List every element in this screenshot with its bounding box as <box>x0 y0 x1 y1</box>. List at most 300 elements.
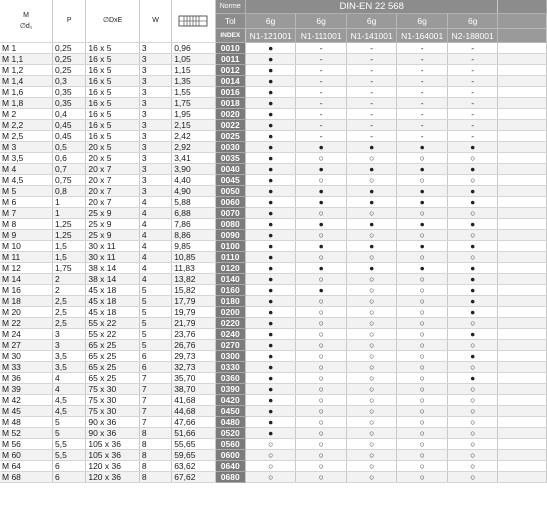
row-filler <box>498 340 547 351</box>
pitch-diameter-cell: 13,82 <box>172 274 215 285</box>
pitch-cell: 0,6 <box>53 153 86 164</box>
availability-cell: ○ <box>296 428 347 439</box>
availability-cell: ● <box>245 219 296 230</box>
availability-cell: ● <box>245 43 296 54</box>
table-row <box>0 241 547 252</box>
pitch-cell: 1,5 <box>53 252 86 263</box>
dxe-cell: 30 x 11 <box>86 241 140 252</box>
row-filler <box>498 373 547 384</box>
availability-cell: - <box>296 120 347 131</box>
availability-cell: - <box>346 76 397 87</box>
availability-cell: ● <box>447 274 498 285</box>
table-row <box>0 98 547 109</box>
table-row <box>0 417 547 428</box>
availability-cell: ○ <box>346 428 397 439</box>
availability-cell: ● <box>447 351 498 362</box>
availability-cell: ● <box>245 329 296 340</box>
table-row <box>0 54 547 65</box>
availability-cell: ● <box>245 98 296 109</box>
pitch-diameter-cell: 10,85 <box>172 252 215 263</box>
thread-size-cell: M 52 <box>0 428 53 439</box>
table-row <box>0 65 547 76</box>
availability-cell: ○ <box>447 384 498 395</box>
w-cell: 6 <box>139 351 171 362</box>
availability-cell: ○ <box>447 428 498 439</box>
row-filler <box>498 142 547 153</box>
availability-cell: ○ <box>397 296 448 307</box>
thread-size-cell: M 56 <box>0 439 53 450</box>
availability-cell: ○ <box>346 472 397 483</box>
pitch-diameter-cell: 26,76 <box>172 340 215 351</box>
w-cell: 3 <box>139 54 171 65</box>
availability-cell: ○ <box>397 252 448 263</box>
availability-cell: ● <box>397 263 448 274</box>
dxe-cell: 16 x 5 <box>86 65 140 76</box>
row-filler <box>498 406 547 417</box>
pitch-diameter-cell: 19,79 <box>172 307 215 318</box>
dxe-cell: 65 x 25 <box>86 340 140 351</box>
thread-size-cell: M 48 <box>0 417 53 428</box>
index-cell: 0030 <box>215 142 245 153</box>
pitch-cell: 5,5 <box>53 450 86 461</box>
availability-cell: ● <box>397 164 448 175</box>
table-row <box>0 340 547 351</box>
availability-cell: - <box>447 87 498 98</box>
pitch-cell: 2,5 <box>53 318 86 329</box>
table-row <box>0 285 547 296</box>
availability-cell: ● <box>296 164 347 175</box>
availability-cell: ● <box>346 142 397 153</box>
row-filler <box>498 307 547 318</box>
table-row <box>0 76 547 87</box>
table-row <box>0 197 547 208</box>
availability-cell: - <box>346 43 397 54</box>
w-cell: 4 <box>139 219 171 230</box>
availability-cell: - <box>447 98 498 109</box>
availability-cell: ● <box>447 142 498 153</box>
index-cell: 0014 <box>215 76 245 87</box>
availability-cell: ● <box>245 241 296 252</box>
w-cell: 3 <box>139 43 171 54</box>
header-filler-2 <box>498 14 547 29</box>
thread-size-cell: M 4 <box>0 164 53 175</box>
pitch-diameter-cell: 17,79 <box>172 296 215 307</box>
row-filler <box>498 461 547 472</box>
w-cell: 8 <box>139 450 171 461</box>
table-row <box>0 43 547 54</box>
index-cell: 0640 <box>215 461 245 472</box>
availability-cell: ● <box>296 241 347 252</box>
pitch-diameter-cell: 4,90 <box>172 186 215 197</box>
pitch-cell: 0,5 <box>53 142 86 153</box>
w-cell: 8 <box>139 428 171 439</box>
pitch-diameter-cell: 32,73 <box>172 362 215 373</box>
availability-cell: - <box>447 131 498 142</box>
table-row <box>0 131 547 142</box>
availability-cell: ● <box>397 142 448 153</box>
availability-cell: ● <box>245 186 296 197</box>
thread-size-cell: M 39 <box>0 384 53 395</box>
thread-size-cell: M 1,6 <box>0 87 53 98</box>
pitch-diameter-cell: 1,05 <box>172 54 215 65</box>
availability-cell: ○ <box>447 252 498 263</box>
index-cell: 0330 <box>215 362 245 373</box>
availability-cell: ○ <box>296 472 347 483</box>
row-filler <box>498 351 547 362</box>
row-filler <box>498 120 547 131</box>
index-cell: 0100 <box>215 241 245 252</box>
tolerance-label: Tol <box>215 14 245 29</box>
availability-cell: ● <box>245 362 296 373</box>
dxe-cell: 20 x 7 <box>86 197 140 208</box>
availability-cell: - <box>447 65 498 76</box>
availability-cell: ● <box>397 241 448 252</box>
table-row <box>0 153 547 164</box>
w-cell: 5 <box>139 329 171 340</box>
availability-cell: ○ <box>397 274 448 285</box>
pitch-diameter-cell: 4,40 <box>172 175 215 186</box>
pitch-cell: 6 <box>53 472 86 483</box>
pitch-cell: 4 <box>53 384 86 395</box>
table-row <box>0 230 547 241</box>
dxe-cell: 45 x 18 <box>86 285 140 296</box>
availability-cell: - <box>397 98 448 109</box>
index-cell: 0022 <box>215 120 245 131</box>
availability-cell: ○ <box>296 384 347 395</box>
w-cell: 3 <box>139 131 171 142</box>
w-cell: 5 <box>139 307 171 318</box>
availability-cell: ○ <box>397 285 448 296</box>
availability-cell: ○ <box>397 329 448 340</box>
dxe-cell: 65 x 25 <box>86 362 140 373</box>
w-cell: 3 <box>139 186 171 197</box>
availability-cell: ● <box>296 186 347 197</box>
pitch-cell: 4,5 <box>53 395 86 406</box>
pitch-diameter-cell: 55,65 <box>172 439 215 450</box>
dxe-cell: 55 x 22 <box>86 318 140 329</box>
dxe-cell: 16 x 5 <box>86 120 140 131</box>
w-cell: 3 <box>139 109 171 120</box>
table-row <box>0 373 547 384</box>
availability-cell: ● <box>245 351 296 362</box>
pitch-cell: 0,45 <box>53 131 86 142</box>
availability-cell: - <box>397 109 448 120</box>
availability-cell: ● <box>245 274 296 285</box>
availability-cell: ○ <box>296 461 347 472</box>
pitch-cell: 5 <box>53 428 86 439</box>
column-header-m-line2: ∅d₁ <box>19 23 33 30</box>
thread-size-cell: M 60 <box>0 450 53 461</box>
availability-cell: - <box>296 98 347 109</box>
pitch-diameter-cell: 23,76 <box>172 329 215 340</box>
availability-cell: ● <box>245 164 296 175</box>
thread-size-cell: M 6 <box>0 197 53 208</box>
dxe-cell: 45 x 18 <box>86 296 140 307</box>
availability-cell: ○ <box>447 318 498 329</box>
availability-cell: ● <box>447 296 498 307</box>
availability-cell: ● <box>397 197 448 208</box>
table-body <box>0 43 547 483</box>
availability-cell: ● <box>447 329 498 340</box>
pitch-diameter-cell: 1,15 <box>172 65 215 76</box>
table-row <box>0 450 547 461</box>
index-cell: 0120 <box>215 263 245 274</box>
availability-cell: - <box>397 87 448 98</box>
availability-cell: ○ <box>346 285 397 296</box>
availability-cell: ○ <box>346 175 397 186</box>
w-cell: 3 <box>139 76 171 87</box>
column-header-m-line1: M <box>23 12 29 19</box>
w-cell: 8 <box>139 439 171 450</box>
norm-label: Norme <box>215 0 245 14</box>
thread-size-cell: M 12 <box>0 263 53 274</box>
availability-cell: ● <box>245 208 296 219</box>
dxe-cell: 25 x 9 <box>86 230 140 241</box>
availability-cell: ○ <box>447 208 498 219</box>
availability-cell: ● <box>296 263 347 274</box>
availability-cell: ● <box>346 219 397 230</box>
availability-cell: ○ <box>346 384 397 395</box>
index-cell: 0060 <box>215 197 245 208</box>
index-cell: 0045 <box>215 175 245 186</box>
thread-size-cell: M 14 <box>0 274 53 285</box>
availability-cell: - <box>346 120 397 131</box>
availability-cell: ● <box>447 219 498 230</box>
thread-size-cell: M 1,1 <box>0 54 53 65</box>
pitch-cell: 3,5 <box>53 351 86 362</box>
availability-cell: ○ <box>447 230 498 241</box>
table-row <box>0 274 547 285</box>
availability-cell: ○ <box>397 208 448 219</box>
pitch-cell: 0,8 <box>53 186 86 197</box>
index-cell: 0600 <box>215 450 245 461</box>
w-cell: 3 <box>139 153 171 164</box>
thread-size-cell: M 1,2 <box>0 65 53 76</box>
index-cell: 0420 <box>215 395 245 406</box>
availability-cell: ○ <box>346 307 397 318</box>
thread-size-cell: M 24 <box>0 329 53 340</box>
thread-size-cell: M 18 <box>0 296 53 307</box>
dxe-cell: 120 x 36 <box>86 472 140 483</box>
tolerance-1: 6g <box>245 14 296 29</box>
dxe-cell: 20 x 7 <box>86 175 140 186</box>
row-filler <box>498 186 547 197</box>
pitch-cell: 0,35 <box>53 98 86 109</box>
availability-cell: ○ <box>447 175 498 186</box>
column-header-pitch: P <box>53 0 86 43</box>
table-row <box>0 318 547 329</box>
table-row <box>0 186 547 197</box>
availability-cell: - <box>346 131 397 142</box>
availability-cell: ● <box>245 252 296 263</box>
pitch-cell: 1 <box>53 197 86 208</box>
standard-title: DIN-EN 22 568 <box>245 0 498 14</box>
index-cell: 0020 <box>215 109 245 120</box>
dxe-cell: 20 x 5 <box>86 142 140 153</box>
pitch-cell: 0,4 <box>53 109 86 120</box>
pitch-cell: 1,5 <box>53 241 86 252</box>
availability-cell: ○ <box>296 351 347 362</box>
row-filler <box>498 472 547 483</box>
pitch-cell: 2 <box>53 274 86 285</box>
availability-cell: - <box>397 65 448 76</box>
index-cell: 0016 <box>215 87 245 98</box>
pitch-cell: 0,25 <box>53 43 86 54</box>
article-5: N2-188001 <box>447 29 498 43</box>
pitch-cell: 4,5 <box>53 406 86 417</box>
availability-cell: ● <box>245 142 296 153</box>
pitch-diameter-cell: 63,62 <box>172 461 215 472</box>
w-cell: 3 <box>139 65 171 76</box>
availability-cell: ○ <box>346 296 397 307</box>
row-filler <box>498 263 547 274</box>
availability-cell: ○ <box>447 472 498 483</box>
availability-cell: ● <box>245 417 296 428</box>
thread-size-cell: M 33 <box>0 362 53 373</box>
row-filler <box>498 318 547 329</box>
thread-size-cell: M 22 <box>0 318 53 329</box>
table-row <box>0 351 547 362</box>
pitch-diameter-cell: 1,75 <box>172 98 215 109</box>
w-cell: 3 <box>139 164 171 175</box>
table-row <box>0 395 547 406</box>
w-cell: 7 <box>139 395 171 406</box>
availability-cell: - <box>296 43 347 54</box>
availability-cell: ○ <box>346 208 397 219</box>
availability-cell: ○ <box>397 428 448 439</box>
row-filler <box>498 109 547 120</box>
pitch-cell: 0,35 <box>53 87 86 98</box>
availability-cell: ○ <box>296 230 347 241</box>
w-cell: 8 <box>139 461 171 472</box>
pitch-diameter-cell: 51,66 <box>172 428 215 439</box>
availability-cell: - <box>296 131 347 142</box>
thread-size-cell: M 27 <box>0 340 53 351</box>
availability-cell: ○ <box>296 274 347 285</box>
availability-cell: ● <box>346 263 397 274</box>
w-cell: 5 <box>139 296 171 307</box>
thread-size-cell: M 5 <box>0 186 53 197</box>
availability-cell: ○ <box>296 296 347 307</box>
index-cell: 0090 <box>215 230 245 241</box>
pitch-diameter-cell: 1,95 <box>172 109 215 120</box>
pitch-cell: 0,25 <box>53 54 86 65</box>
w-cell: 5 <box>139 340 171 351</box>
table-row <box>0 384 547 395</box>
thread-size-cell: M 11 <box>0 252 53 263</box>
table-row <box>0 472 547 483</box>
pitch-diameter-cell: 67,62 <box>172 472 215 483</box>
table-row <box>0 175 547 186</box>
article-1: N1-121001 <box>245 29 296 43</box>
availability-cell: - <box>296 65 347 76</box>
dxe-cell: 38 x 14 <box>86 263 140 274</box>
availability-cell: ● <box>397 186 448 197</box>
availability-cell: ○ <box>397 373 448 384</box>
w-cell: 3 <box>139 142 171 153</box>
availability-cell: ● <box>447 373 498 384</box>
table-row <box>0 461 547 472</box>
availability-cell: ● <box>447 241 498 252</box>
thread-size-cell: M 2,2 <box>0 120 53 131</box>
availability-cell: - <box>296 109 347 120</box>
thread-size-cell: M 36 <box>0 373 53 384</box>
pitch-diameter-cell: 1,35 <box>172 76 215 87</box>
availability-cell: ● <box>245 307 296 318</box>
availability-cell: ○ <box>397 362 448 373</box>
availability-cell: ○ <box>346 406 397 417</box>
tolerance-5: 6g <box>447 14 498 29</box>
tolerance-3: 6g <box>346 14 397 29</box>
availability-cell: ○ <box>397 153 448 164</box>
availability-cell: ○ <box>346 274 397 285</box>
availability-cell: ● <box>447 285 498 296</box>
availability-cell: ○ <box>397 450 448 461</box>
index-cell: 0010 <box>215 43 245 54</box>
availability-cell: ● <box>245 120 296 131</box>
thread-size-cell: M 16 <box>0 285 53 296</box>
availability-cell: - <box>447 76 498 87</box>
availability-cell: - <box>397 131 448 142</box>
dxe-cell: 65 x 25 <box>86 351 140 362</box>
availability-cell: - <box>447 43 498 54</box>
w-cell: 4 <box>139 230 171 241</box>
availability-cell: ○ <box>296 373 347 384</box>
availability-cell: ● <box>447 263 498 274</box>
availability-cell: ○ <box>346 351 397 362</box>
pitch-diameter-cell: 2,42 <box>172 131 215 142</box>
availability-cell: ● <box>245 153 296 164</box>
availability-cell: ○ <box>397 395 448 406</box>
availability-cell: ○ <box>296 417 347 428</box>
row-filler <box>498 219 547 230</box>
dxe-cell: 25 x 9 <box>86 219 140 230</box>
row-filler <box>498 417 547 428</box>
row-filler <box>498 439 547 450</box>
table-row <box>0 252 547 263</box>
dxe-cell: 20 x 5 <box>86 153 140 164</box>
table-row <box>0 263 547 274</box>
pitch-diameter-cell: 9,85 <box>172 241 215 252</box>
availability-cell: ○ <box>397 417 448 428</box>
pitch-cell: 0,25 <box>53 65 86 76</box>
pitch-diameter-cell: 3,90 <box>172 164 215 175</box>
pitch-diameter-cell: 8,86 <box>172 230 215 241</box>
dxe-cell: 16 x 5 <box>86 43 140 54</box>
dxe-cell: 55 x 22 <box>86 329 140 340</box>
row-filler <box>498 87 547 98</box>
pitch-cell: 2,5 <box>53 307 86 318</box>
availability-cell: - <box>346 109 397 120</box>
row-filler <box>498 384 547 395</box>
availability-cell: ○ <box>346 318 397 329</box>
availability-cell: ● <box>245 285 296 296</box>
availability-cell: ○ <box>346 340 397 351</box>
availability-cell: ○ <box>346 252 397 263</box>
pitch-diameter-cell: 7,86 <box>172 219 215 230</box>
availability-cell: ○ <box>397 307 448 318</box>
index-cell: 0520 <box>215 428 245 439</box>
thread-size-cell: M 42 <box>0 395 53 406</box>
column-header-dxe: ∅DxE <box>86 0 140 43</box>
pitch-diameter-cell: 6,88 <box>172 208 215 219</box>
availability-cell: ● <box>245 131 296 142</box>
w-cell: 7 <box>139 417 171 428</box>
dxe-cell: 38 x 14 <box>86 274 140 285</box>
availability-cell: - <box>447 109 498 120</box>
availability-cell: ○ <box>447 461 498 472</box>
tolerance-4: 6g <box>397 14 448 29</box>
